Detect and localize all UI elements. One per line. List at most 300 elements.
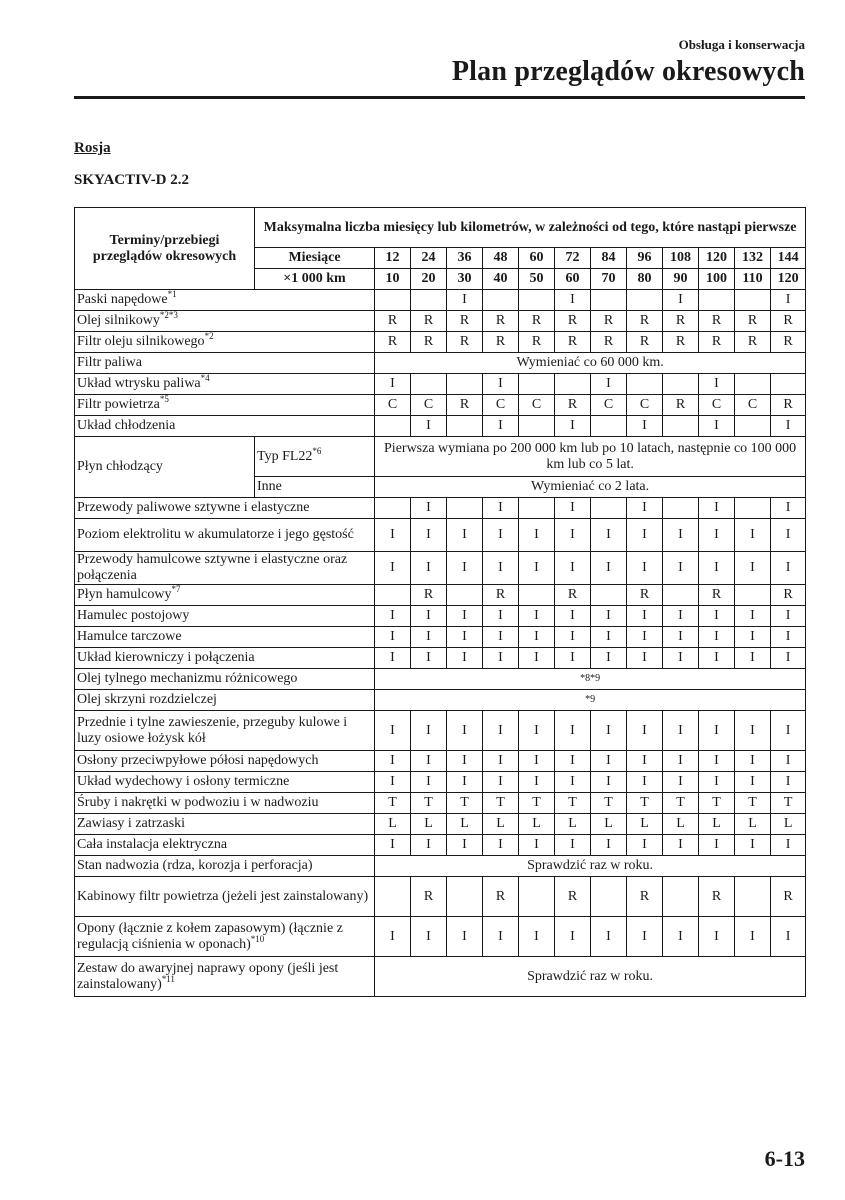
service-action-cell — [735, 585, 771, 606]
service-action-cell: R — [591, 311, 627, 332]
service-action-cell: I — [519, 606, 555, 627]
service-action-cell: I — [771, 519, 806, 552]
month-value: 24 — [411, 248, 447, 269]
service-action-cell: I — [627, 917, 663, 957]
service-action-cell: I — [663, 519, 699, 552]
service-action-cell: C — [591, 395, 627, 416]
service-action-cell: I — [699, 498, 735, 519]
item-cell — [75, 669, 375, 690]
service-action-cell: R — [771, 877, 806, 917]
service-action-cell: I — [447, 552, 483, 585]
service-action-cell: I — [663, 835, 699, 856]
service-action-cell: I — [591, 606, 627, 627]
service-action-cell: L — [375, 814, 411, 835]
service-action-cell — [627, 374, 663, 395]
item-cell — [75, 957, 375, 997]
service-action-cell — [627, 290, 663, 311]
service-action-cell: I — [447, 627, 483, 648]
service-action-cell: L — [771, 814, 806, 835]
km-value: 100 — [699, 269, 735, 290]
interval-note: *8*9 — [375, 669, 806, 690]
item-label: Cała instalacja elektryczna — [77, 837, 228, 852]
service-action-cell: C — [735, 395, 771, 416]
service-action-cell: C — [699, 395, 735, 416]
service-action-cell: I — [627, 648, 663, 669]
service-action-cell: I — [771, 917, 806, 957]
item-label: Olej tylnego mechanizmu różnicowego — [77, 671, 298, 686]
service-action-cell — [663, 585, 699, 606]
service-action-cell — [735, 290, 771, 311]
coolant-type-label: Typ FL22 — [257, 448, 313, 464]
service-action-cell: I — [519, 648, 555, 669]
service-action-cell: I — [555, 416, 591, 437]
service-action-cell — [519, 585, 555, 606]
service-action-cell: I — [483, 498, 519, 519]
service-action-cell: I — [627, 498, 663, 519]
service-action-cell: I — [771, 552, 806, 585]
item-cell — [75, 814, 375, 835]
month-value: 120 — [699, 248, 735, 269]
service-action-cell: T — [411, 793, 447, 814]
service-action-cell — [375, 585, 411, 606]
item-label: Hamulce tarczowe — [77, 629, 182, 644]
service-action-cell: I — [699, 627, 735, 648]
month-value: 12 — [375, 248, 411, 269]
item-label: Hamulec postojowy — [77, 608, 190, 623]
service-action-cell: I — [699, 772, 735, 793]
service-action-cell — [591, 585, 627, 606]
footnote-ref: *2 — [204, 331, 214, 341]
service-action-cell: R — [555, 585, 591, 606]
service-action-cell: R — [627, 877, 663, 917]
table-row — [75, 711, 806, 751]
service-action-cell — [411, 290, 447, 311]
service-action-cell: I — [591, 835, 627, 856]
service-action-cell: I — [483, 374, 519, 395]
footnote-ref: *1 — [167, 289, 177, 299]
km-value: 120 — [771, 269, 806, 290]
service-action-cell: L — [411, 814, 447, 835]
service-action-cell: I — [375, 751, 411, 772]
km-value: 70 — [591, 269, 627, 290]
item-label: Olej silnikowy — [77, 313, 160, 328]
table-row — [75, 395, 806, 416]
footnote-ref: *10 — [250, 933, 265, 944]
service-action-cell: T — [519, 793, 555, 814]
service-action-cell: R — [411, 311, 447, 332]
service-action-cell: I — [519, 751, 555, 772]
coolant-other-interval: Wymieniać co 2 lata. — [375, 477, 806, 498]
service-action-cell — [771, 374, 806, 395]
service-action-cell: I — [555, 751, 591, 772]
service-action-cell: I — [627, 772, 663, 793]
item-label: Przewody paliwowe sztywne i elastyczne — [77, 500, 310, 515]
table-row — [75, 585, 806, 606]
km-value: 80 — [627, 269, 663, 290]
service-action-cell: I — [591, 772, 627, 793]
service-action-cell: I — [735, 519, 771, 552]
service-action-cell: R — [771, 585, 806, 606]
service-action-cell: R — [591, 332, 627, 353]
service-action-cell: I — [735, 751, 771, 772]
service-action-cell — [519, 374, 555, 395]
service-action-cell — [447, 877, 483, 917]
service-action-cell — [591, 416, 627, 437]
service-action-cell: I — [375, 772, 411, 793]
service-action-cell — [735, 877, 771, 917]
service-action-cell: I — [699, 519, 735, 552]
service-action-cell: R — [555, 332, 591, 353]
service-action-cell: I — [699, 751, 735, 772]
table-row — [75, 793, 806, 814]
table-row — [75, 751, 806, 772]
service-action-cell: I — [591, 648, 627, 669]
table-row — [75, 877, 806, 917]
service-action-cell: I — [555, 519, 591, 552]
service-action-cell: R — [483, 877, 519, 917]
service-action-cell — [519, 877, 555, 917]
coolant-label: Płyn chłodzący — [75, 437, 255, 498]
item-label: Paski napędowe — [77, 292, 168, 307]
interval-note: *9 — [375, 690, 806, 711]
service-action-cell: R — [699, 332, 735, 353]
service-action-cell: I — [483, 627, 519, 648]
item-label: Zestaw do awaryjnej naprawy opony (jeśli jest zainstalowany) — [77, 960, 339, 992]
service-action-cell: T — [591, 793, 627, 814]
footnote-ref: *7 — [171, 584, 181, 594]
service-action-cell: I — [627, 627, 663, 648]
table-row — [75, 856, 806, 877]
service-action-cell: L — [483, 814, 519, 835]
table-row — [75, 648, 806, 669]
item-label: Filtr paliwa — [77, 355, 142, 370]
service-action-cell — [663, 416, 699, 437]
service-action-cell: I — [519, 772, 555, 793]
item-cell — [75, 917, 375, 957]
service-action-cell: R — [519, 311, 555, 332]
item-cell — [75, 311, 375, 332]
service-action-cell: I — [555, 627, 591, 648]
item-label: Osłony przeciwpyłowe półosi napędowych — [77, 753, 319, 768]
service-action-cell: I — [735, 648, 771, 669]
service-action-cell: I — [375, 627, 411, 648]
service-action-cell: L — [663, 814, 699, 835]
service-action-cell: L — [591, 814, 627, 835]
service-action-cell: I — [519, 519, 555, 552]
max-interval-header: Maksymalna liczba miesięcy lub kilometrów, w zależności od tego, które nastąpi pierwsze — [255, 208, 806, 248]
service-action-cell: R — [447, 332, 483, 353]
service-action-cell: R — [483, 585, 519, 606]
item-cell — [75, 585, 375, 606]
service-action-cell: I — [483, 648, 519, 669]
service-action-cell: R — [663, 395, 699, 416]
service-action-cell: T — [663, 793, 699, 814]
item-cell — [75, 332, 375, 353]
service-action-cell: R — [555, 877, 591, 917]
service-action-cell: T — [735, 793, 771, 814]
service-action-cell: I — [375, 711, 411, 751]
item-cell — [75, 552, 375, 585]
service-action-cell: I — [375, 648, 411, 669]
service-action-cell: I — [663, 627, 699, 648]
service-action-cell: L — [627, 814, 663, 835]
service-action-cell: I — [519, 552, 555, 585]
service-action-cell: I — [447, 648, 483, 669]
service-action-cell: I — [375, 374, 411, 395]
service-action-cell: R — [555, 311, 591, 332]
service-action-cell: I — [447, 711, 483, 751]
service-action-cell: L — [555, 814, 591, 835]
table-row — [75, 917, 806, 957]
km-value: 30 — [447, 269, 483, 290]
service-action-cell: I — [447, 917, 483, 957]
service-action-cell — [555, 374, 591, 395]
km-value: 90 — [663, 269, 699, 290]
service-action-cell: I — [519, 835, 555, 856]
km-value: 10 — [375, 269, 411, 290]
item-cell — [75, 627, 375, 648]
service-action-cell: I — [483, 711, 519, 751]
service-action-cell — [447, 585, 483, 606]
service-action-cell: I — [555, 835, 591, 856]
table-row — [75, 627, 806, 648]
service-action-cell — [591, 290, 627, 311]
service-action-cell: R — [447, 395, 483, 416]
service-action-cell: I — [735, 552, 771, 585]
service-action-cell: I — [591, 374, 627, 395]
coolant-fl22-interval: Pierwsza wymiana po 200 000 km lub po 10 latach, następnie co 100 000 km lub co 5 lat. — [375, 437, 806, 477]
service-action-cell: I — [735, 835, 771, 856]
service-action-cell: I — [735, 772, 771, 793]
service-action-cell: I — [411, 751, 447, 772]
service-action-cell: I — [483, 606, 519, 627]
item-cell — [75, 374, 375, 395]
item-cell — [75, 353, 375, 374]
service-action-cell: I — [411, 552, 447, 585]
item-label: Kabinowy filtr powietrza (jeżeli jest zainstalowany) — [77, 888, 369, 904]
service-action-cell: I — [375, 606, 411, 627]
service-action-cell: R — [699, 877, 735, 917]
service-action-cell: T — [699, 793, 735, 814]
service-action-cell: R — [411, 877, 447, 917]
table-row — [75, 772, 806, 793]
km-value: 50 — [519, 269, 555, 290]
service-action-cell: R — [663, 311, 699, 332]
item-cell — [75, 793, 375, 814]
maintenance-schedule-table — [74, 207, 806, 997]
service-action-cell: T — [771, 793, 806, 814]
service-action-cell: I — [411, 711, 447, 751]
service-action-cell — [519, 416, 555, 437]
item-cell — [75, 416, 375, 437]
service-action-cell: I — [771, 416, 806, 437]
service-action-cell: I — [411, 835, 447, 856]
table-row — [75, 552, 806, 585]
service-action-cell: I — [555, 290, 591, 311]
month-value: 72 — [555, 248, 591, 269]
service-action-cell: I — [627, 552, 663, 585]
service-action-cell: R — [411, 332, 447, 353]
header-row — [75, 208, 806, 248]
service-action-cell — [699, 290, 735, 311]
service-action-cell: T — [627, 793, 663, 814]
service-action-cell: R — [411, 585, 447, 606]
service-action-cell: I — [411, 498, 447, 519]
service-action-cell: I — [663, 751, 699, 772]
service-action-cell: I — [375, 917, 411, 957]
service-action-cell — [519, 498, 555, 519]
service-action-cell: I — [699, 835, 735, 856]
service-action-cell — [375, 877, 411, 917]
month-value: 144 — [771, 248, 806, 269]
item-label: Poziom elektrolitu w akumulatorze i jego gęstość — [77, 527, 354, 542]
service-action-cell: R — [447, 311, 483, 332]
service-action-cell — [519, 290, 555, 311]
interval-corner-label: Terminy/przebiegi przeglądów okresowych — [75, 208, 255, 290]
service-action-cell: I — [771, 711, 806, 751]
service-action-cell: I — [591, 711, 627, 751]
item-cell — [75, 877, 375, 917]
item-cell — [75, 395, 375, 416]
coolant-type-fl22 — [255, 437, 375, 477]
month-value: 36 — [447, 248, 483, 269]
service-action-cell: I — [627, 711, 663, 751]
interval-note: Sprawdzić raz w roku. — [375, 957, 806, 997]
table-row — [75, 690, 806, 711]
service-action-cell — [735, 374, 771, 395]
service-action-cell: I — [447, 751, 483, 772]
page-number: 6-13 — [764, 1146, 805, 1171]
service-action-cell: I — [735, 627, 771, 648]
service-action-cell: I — [555, 648, 591, 669]
service-action-cell: I — [663, 711, 699, 751]
service-action-cell: C — [375, 395, 411, 416]
service-action-cell: I — [627, 519, 663, 552]
service-action-cell: I — [663, 648, 699, 669]
service-action-cell: I — [411, 772, 447, 793]
item-label: Przednie i tylne zawieszenie, przeguby kulowe i luzy osiowe łożysk kół — [77, 714, 348, 746]
service-action-cell: I — [411, 917, 447, 957]
service-action-cell: I — [411, 627, 447, 648]
engine-model-heading: SKYACTIV-D 2.2 — [74, 172, 190, 188]
page-title: Plan przeglądów okresowych — [451, 56, 805, 87]
footnote-ref: *6 — [312, 445, 322, 456]
item-cell — [75, 835, 375, 856]
service-action-cell: I — [483, 751, 519, 772]
table-row — [75, 311, 806, 332]
service-action-cell: C — [483, 395, 519, 416]
service-action-cell: I — [411, 519, 447, 552]
service-action-cell: I — [447, 606, 483, 627]
service-action-cell: I — [771, 772, 806, 793]
service-action-cell: I — [483, 552, 519, 585]
service-action-cell: I — [411, 648, 447, 669]
km-value: 40 — [483, 269, 519, 290]
service-action-cell: L — [735, 814, 771, 835]
service-action-cell — [735, 416, 771, 437]
service-action-cell: R — [663, 332, 699, 353]
service-action-cell: I — [735, 711, 771, 751]
item-label: Układ chłodzenia — [77, 418, 176, 433]
service-action-cell — [375, 290, 411, 311]
service-action-cell — [447, 374, 483, 395]
item-label: Filtr oleju silnikowego — [77, 334, 205, 349]
service-action-cell — [663, 877, 699, 917]
item-cell — [75, 856, 375, 877]
item-label: Płyn hamulcowy — [77, 587, 172, 602]
service-action-cell: R — [483, 332, 519, 353]
service-action-cell: I — [555, 552, 591, 585]
service-action-cell: I — [699, 416, 735, 437]
service-action-cell: R — [735, 311, 771, 332]
service-action-cell — [447, 498, 483, 519]
service-action-cell: L — [699, 814, 735, 835]
service-action-cell: I — [699, 711, 735, 751]
month-value: 132 — [735, 248, 771, 269]
table-row — [75, 332, 806, 353]
interval-note: Sprawdzić raz w roku. — [375, 856, 806, 877]
service-action-cell — [375, 498, 411, 519]
service-action-cell: I — [591, 627, 627, 648]
service-action-cell: I — [699, 552, 735, 585]
service-action-cell: R — [555, 395, 591, 416]
service-action-cell: R — [771, 311, 806, 332]
service-action-cell: L — [519, 814, 555, 835]
service-action-cell: I — [555, 917, 591, 957]
table-row — [75, 669, 806, 690]
table-row — [75, 835, 806, 856]
service-action-cell: I — [447, 835, 483, 856]
footnote-ref: *2*3 — [159, 310, 178, 320]
service-action-cell: I — [519, 711, 555, 751]
service-action-cell: I — [555, 711, 591, 751]
service-action-cell: I — [555, 772, 591, 793]
service-action-cell: R — [735, 332, 771, 353]
item-cell — [75, 290, 375, 311]
service-action-cell: I — [771, 835, 806, 856]
table-row — [75, 353, 806, 374]
service-action-cell: I — [663, 772, 699, 793]
service-action-cell: I — [735, 606, 771, 627]
service-action-cell: I — [699, 648, 735, 669]
service-action-cell: R — [771, 395, 806, 416]
service-action-cell: I — [591, 552, 627, 585]
service-action-cell — [663, 374, 699, 395]
service-action-cell: R — [627, 332, 663, 353]
service-action-cell: R — [483, 311, 519, 332]
table-row — [75, 290, 806, 311]
coolant-type-other: Inne — [255, 477, 375, 498]
footnote-ref: *5 — [159, 394, 169, 404]
service-action-cell: I — [771, 606, 806, 627]
item-cell — [75, 772, 375, 793]
service-action-cell: I — [771, 648, 806, 669]
month-value: 84 — [591, 248, 627, 269]
service-action-cell: I — [663, 552, 699, 585]
service-action-cell: I — [663, 290, 699, 311]
service-action-cell — [375, 416, 411, 437]
service-action-cell: T — [483, 793, 519, 814]
service-action-cell: T — [375, 793, 411, 814]
item-label: Zawiasy i zatrzaski — [77, 816, 186, 831]
service-action-cell: T — [555, 793, 591, 814]
service-action-cell: I — [771, 498, 806, 519]
service-action-cell: R — [375, 311, 411, 332]
item-label: Opony (łącznie z kołem zapasowym) (łącznie z regulacją ciśnienia w oponach) — [77, 920, 343, 952]
service-action-cell: I — [627, 416, 663, 437]
service-action-cell: I — [447, 519, 483, 552]
table-row — [75, 957, 806, 997]
